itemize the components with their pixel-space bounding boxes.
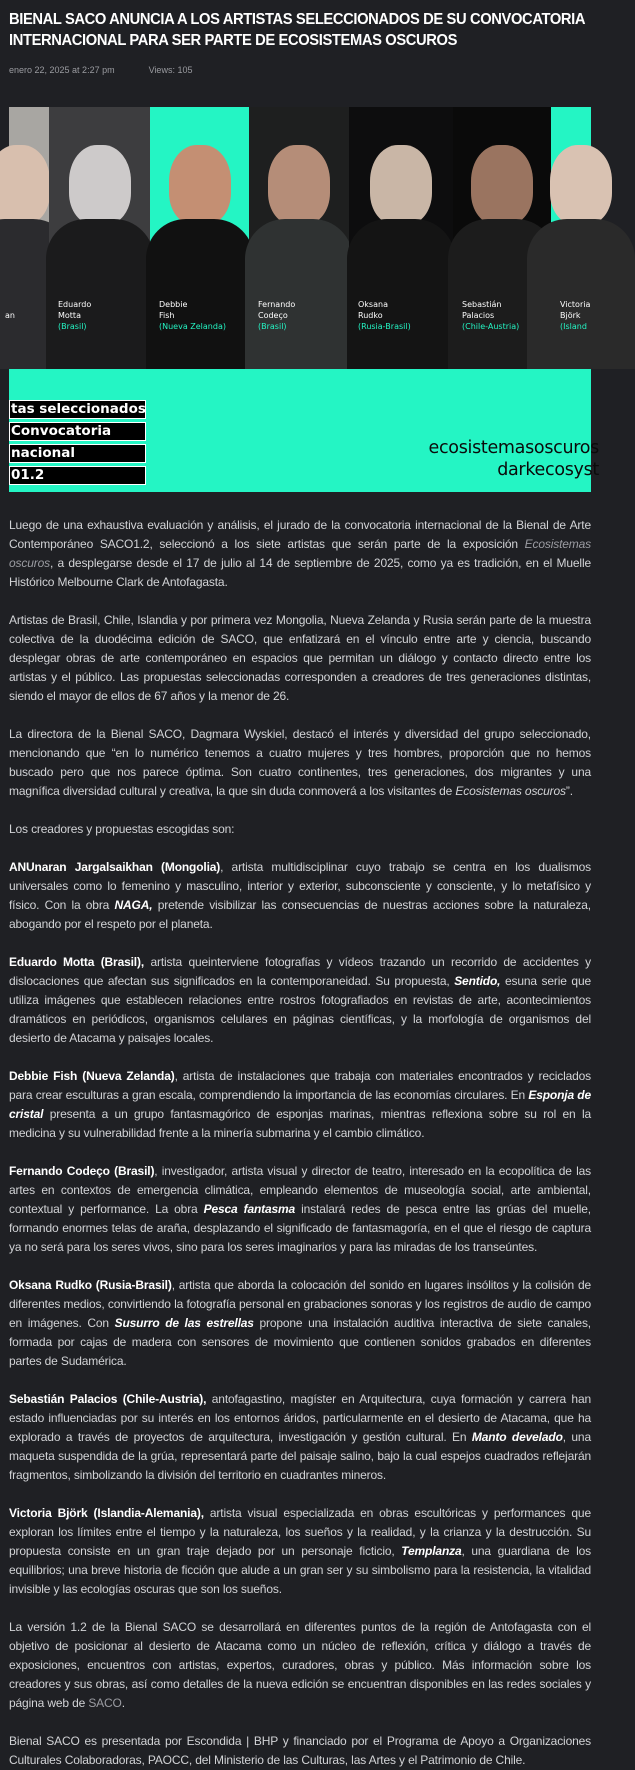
artist-portrait-debbie-fish	[150, 107, 249, 353]
artist-entry: Sebastián Palacios (Chile-Austria), antofagastino, magíster en Arquitectura, cuya formación y carrera han estado influenciadas por su interés en los entornos áridos, particularmente en el desierto de Atacama, que ha explorado a través de proyectos de arquitectura, investigación y gestión cultural. En Manto develado, una maqueta suspendida de la grúa, representará parte del paisaje salino, bajo la cual espejos cuadrados reflejarán fragmentos, simbolizando la división del territorio en cuadrantes mineros.	[9, 1392, 591, 1482]
artwork-title: NAGA,	[114, 898, 153, 912]
artist-country: (Island	[560, 322, 587, 331]
artist-first-name: Eduardo	[58, 300, 92, 309]
banner-label-line: Convocatoria	[9, 422, 146, 441]
artwork-title: Manto develado	[471, 1430, 563, 1444]
artist-first-name: Debbie	[159, 300, 188, 309]
banner-title-labels	[9, 400, 146, 488]
banner-label-line: 01.2	[9, 466, 146, 485]
artist-last-name: Palacios	[462, 311, 495, 320]
artist-country: (Brasil)	[258, 322, 287, 331]
ecosistemas-oscuros-logo: ecosistemasoscuros darkecosyst	[428, 438, 599, 480]
artist-last-name: Motta	[58, 311, 81, 320]
artist-first-name: Victoria	[560, 300, 591, 309]
artist-portrait: an	[9, 107, 49, 353]
artist-entry: Fernando Codeço (Brasil), investigador, artista visual y director de teatro, interesado en la ecopolítica de las artes en contextos de emergencia climática, empleando elementos de museología social, arte ambiental, contextual y performance. La obra Pesca fantasma instalará redes de pesca entre las grúas del muelle, formando enormes telas de araña, desplazando el significado de fantasmagoría, en el que el riesgo de captura ya no será para los seres vivos, sino para los seres imaginarios y para las miradas de los transeúntes.	[9, 1164, 591, 1254]
artwork-title: Susurro de las estrellas	[114, 1316, 254, 1330]
artist-photo-strip	[5, 107, 591, 353]
artist-entry: ANUnaran Jargalsaikhan (Mongolia), artista multidisciplinar cuyo trabajo se centra en los dualismos universales como lo femenino y masculino, interior y exterior, subconsciente y consciente, y lo metafísico y físico. Con la obra NAGA, pretende visibilizar las consecuencias de nuestras acciones sobre la naturaleza, abogando por el respeto por el planeta.	[9, 860, 591, 931]
artist-last-name: Björk	[560, 311, 581, 320]
artist-portrait-oksana-rudko	[349, 107, 453, 353]
banner-label-line: tas seleccionados	[11, 401, 146, 417]
post-date: enero 22, 2025 at 2:27 pm	[9, 65, 115, 75]
view-count: Views: 105	[148, 65, 193, 75]
artist-first-name: Fernando	[258, 300, 296, 309]
paragraph: Luego de una exhaustiva evaluación y análisis, el jurado de la convocatoria internacional de la Bienal de Arte Contemporáneo SACO1.2, seleccionó a los siete artistas que serán parte de la exposición Ecosistemas oscuros, a desplegarse desde el 17 de julio al 14 de septiembre de 2025, como ya es tradición, en el Muelle Histórico Melbourne Clark de Antofagasta.	[9, 518, 591, 589]
artist-name: Eduardo Motta (Brasil),	[9, 955, 145, 969]
article-body	[9, 516, 591, 1770]
artist-country: (Rusia-Brasil)	[358, 322, 411, 331]
saco-website-link[interactable]: SACO	[88, 1696, 122, 1710]
artist-entry: Oksana Rudko (Rusia-Brasil), artista que aborda la colocación del sonido en lugares insólitos y la colisión de diferentes medios, convirtiendo la fotografía personal en grabaciones sonoras y los registros de audio de campo en imágenes. Con Susurro de las estrellas propone una instalación auditiva interactiva de siete canales, formada por cajas de madera con sensores de movimiento que contienen sonidos grabados en diferentes partes de Sudamérica.	[9, 1278, 591, 1368]
artist-name: ANUnaran Jargalsaikhan (Mongolia)	[9, 860, 221, 874]
artist-country: (Nueva Zelanda)	[159, 322, 226, 331]
paragraph: La versión 1.2 de la Bienal SACO se desarrollará en diferentes puntos de la región de Antofagasta con el objetivo de posicionar al desierto de Atacama como un núcleo de reflexión, crítica y diálogo a través de exposiciones, encuentros con artistas, expertos, curadores, obras y público. Más información sobre los creadores y sus obras, así como detalles de la nueva edición se encuentran disponibles en las redes sociales y página web de SACO.	[9, 1620, 591, 1710]
paragraph: Artistas de Brasil, Chile, Islandia y por primera vez Mongolia, Nueva Zelanda y Rusia serán parte de la muestra colectiva de la duodécima edición de SACO, que enfatizará en el vínculo entre arte y ciencia, buscando desplegar obras de arte contemporáneo en espacios que permitan un diálogo y contacto directo entre los artistas y el público. Las propuestas seleccionadas corresponden a creadores de tres generaciones distintas, siendo el mayor de ellos de 67 años y la menor de 26.	[9, 613, 591, 703]
artist-entry: Victoria Björk (Islandia-Alemania), artista visual especializada en obras escultóricas y performances que exploran los límites entre el tiempo y la naturaleza, los sueños y la realidad, y la crianza y la destrucción. Su propuesta consiste en un gran traje dejado por un personaje ficticio, Templanza, una guardiana de los equilibrios; una breve historia de ficción que alude a un gran ser y su simbolismo para la resistencia, la vitalidad invisible y las ecologías oscuras que son los sueños.	[9, 1506, 591, 1596]
artist-first-name: Sebastián	[462, 300, 502, 309]
artist-last-name: Rudko	[358, 311, 383, 320]
artist-name: Victoria Björk (Islandia-Alemania),	[9, 1506, 204, 1520]
artist-name: Oksana Rudko (Rusia-Brasil)	[9, 1278, 172, 1292]
artist-entry: Debbie Fish (Nueva Zelanda), artista de instalaciones que trabaja con materiales encontrados y reciclados para crear esculturas a gran escala, comprendiendo la importancia de las economías circulares. En Esponja de cristal presenta a un grupo fantasmagórico de esponjas marinas, mientras reflexiona sobre su rol en la medicina y su vulnerabilidad frente a la minería submarina y el cambio climático.	[9, 1069, 592, 1140]
artwork-title: Sentido,	[454, 974, 501, 988]
artist-portrait-victoria-bjork	[551, 107, 591, 353]
artwork-title: Pesca fantasma	[203, 1202, 296, 1216]
banner-label-line: nacional	[9, 444, 146, 463]
artist-name: Sebastián Palacios (Chile-Austria),	[9, 1392, 207, 1406]
artist-last-name: Codeço	[258, 311, 288, 320]
artist-entry: Eduardo Motta (Brasil), artista queinterviene fotografías y vídeos trazando un recorrido de accidentes y dislocaciones que afectan sus significados en la contemporaneidad. Su propuesta, Sentido, esuna serie que utiliza imágenes que establecen relaciones entre rostros fotografiados en revistas de arte, acontecimientos dramáticos en periódicos, organismos celulares en páginas científicas, y la morfología de organismos del desierto de Atacama y paisajes locales.	[9, 955, 591, 1045]
article-title: BIENAL SACO ANUNCIA A LOS ARTISTAS SELECCIONADOS DE SU CONVOCATORIA INTERNACIONAL PARA SER PARTE DE ECOSISTEMAS OSCUROS	[9, 11, 585, 49]
artwork-title: Templanza	[401, 1544, 462, 1558]
paragraph: La directora de la Bienal SACO, Dagmara Wyskiel, destacó el interés y diversidad del grupo seleccionado, mencionando que “en lo numérico tenemos a cuatro mujeres y tres hombres, proporción que no hemos buscado pero que nos parece óptima. Son cuatro continentes, tres generaciones, dos migrantes y una magnífica diversidad cultural y creativa, la que sin duda conmoverá a los visitantes de Ecosistemas oscuros”.	[9, 727, 591, 798]
artist-country: (Chile-Austria)	[462, 322, 520, 331]
article-meta	[9, 65, 591, 75]
paragraph: Bienal SACO es presentada por Escondida | BHP y financiado por el Programa de Apoyo a Organizaciones Culturales Colaboradoras, PAOCC, del Ministerio de las Culturas, las Artes y el Patrimonio de Chile.	[9, 1734, 591, 1767]
exhibition-link[interactable]: Ecosistemas oscuros	[9, 537, 591, 570]
artist-last-name: Fish	[159, 311, 175, 320]
artist-name: Debbie Fish (Nueva Zelanda)	[9, 1069, 175, 1083]
artist-name: Fernando Codeço (Brasil)	[9, 1164, 155, 1178]
paragraph: Los creadores y propuestas escogidas son:	[9, 822, 235, 836]
artist-portrait-fernando-codeco	[249, 107, 349, 353]
artists-banner-image	[5, 107, 599, 492]
artist-portrait-eduardo-motta	[49, 107, 150, 353]
artwork-title: Esponja de cristal	[9, 1088, 592, 1121]
artist-country: (Brasil)	[58, 322, 87, 331]
artist-first-name: Oksana	[358, 300, 388, 309]
